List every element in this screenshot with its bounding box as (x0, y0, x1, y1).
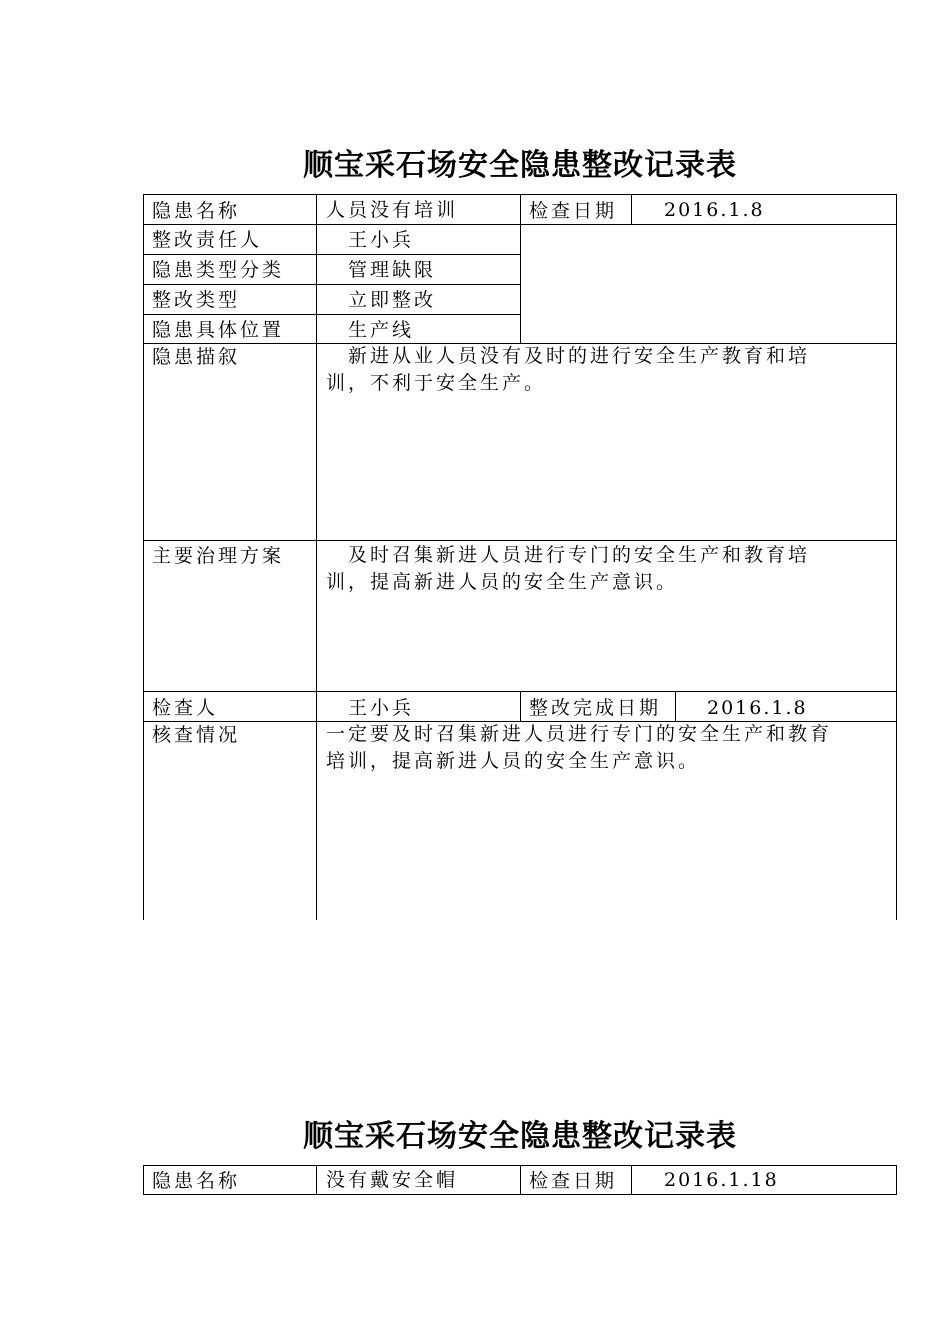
verify-line-1: 一定要及时召集新进人员进行专门的安全生产和教育 (326, 723, 833, 745)
inspect-date-label: 检查日期 (529, 200, 618, 222)
inspector-value: 王小兵 (348, 697, 415, 719)
plan-line-2: 训，提高新进人员的安全生产意识。 (326, 571, 679, 593)
responsible-label: 整改责任人 (152, 229, 263, 251)
verify-label: 核查情况 (152, 724, 241, 746)
category-label: 隐患类型分类 (152, 259, 285, 281)
description-line-1: 新进从业人员没有及时的进行安全生产教育和培 (326, 345, 811, 367)
description-label: 隐患描叙 (152, 346, 241, 368)
category-value: 管理缺限 (348, 259, 437, 281)
complete-date-label: 整改完成日期 (529, 697, 662, 719)
inspect-date-label-2: 检查日期 (529, 1170, 618, 1192)
hazard-name-label-2: 隐患名称 (152, 1170, 241, 1192)
inspect-date-value-2: 2016.1.18 (664, 1169, 779, 1191)
description-line-2: 训，不利于安全生产。 (326, 372, 547, 394)
rectify-type-value: 立即整改 (348, 289, 437, 311)
hazard-name-value-2: 没有戴安全帽 (326, 1169, 459, 1191)
responsible-value: 王小兵 (348, 229, 415, 251)
verify-line-2: 培训，提高新进人员的安全生产意识。 (326, 750, 701, 772)
inspector-label: 检查人 (152, 697, 219, 719)
plan-label: 主要治理方案 (152, 545, 285, 567)
location-label: 隐患具体位置 (152, 319, 285, 341)
hazard-name-label: 隐患名称 (152, 200, 241, 222)
complete-date-value: 2016.1.8 (707, 697, 808, 719)
location-value: 生产线 (348, 319, 415, 341)
inspect-date-value: 2016.1.8 (664, 199, 765, 221)
record1-title: 顺宝采石场安全隐患整改记录表 (303, 148, 737, 183)
plan-line-1: 及时召集新进人员进行专门的安全生产和教育培 (326, 544, 811, 566)
rectify-type-label: 整改类型 (152, 289, 241, 311)
hazard-name-value: 人员没有培训 (326, 199, 459, 221)
record2-title: 顺宝采石场安全隐患整改记录表 (303, 1119, 737, 1154)
